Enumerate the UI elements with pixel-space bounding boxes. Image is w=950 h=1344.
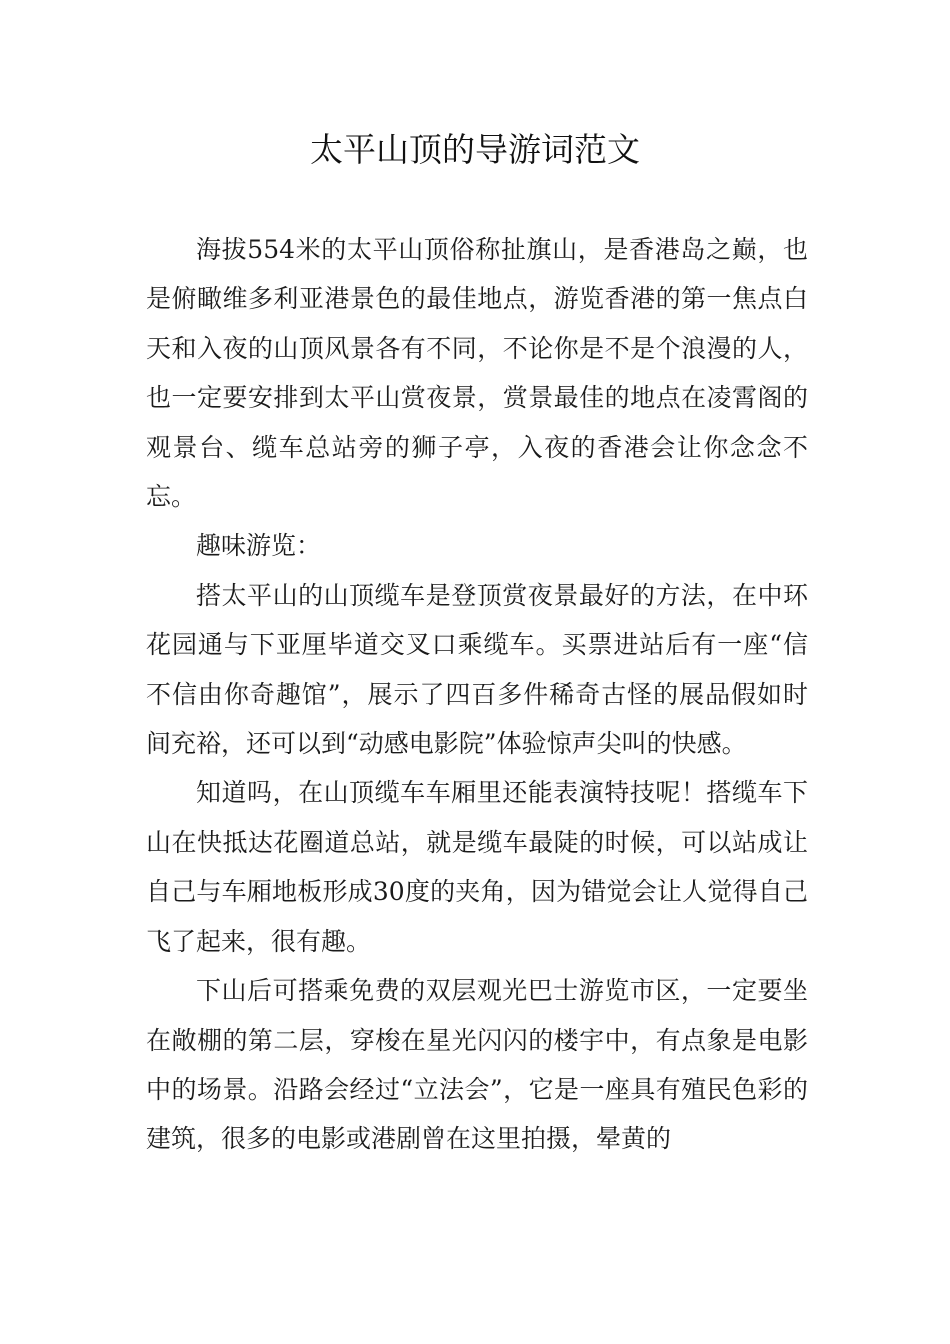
paragraph-cable-car: 搭太平山的山顶缆车是登顶赏夜景最好的方法，在中环花园通与下亚厘毕道交叉口乘缆车。买票进站后有一座“信不信由你奇趣馆”，展示了四百多件稀奇古怪的展品假如时间充裕，还可以到“动感电影院”体验惊声尖叫的快感。 <box>146 580 808 759</box>
paragraph-section-heading: 趣味游览： <box>196 531 322 561</box>
document-body <box>146 225 808 1164</box>
paragraph-stunt: 知道吗，在山顶缆车车厢里还能表演特技呢！搭缆车下山在快抵达花圈道总站，就是缆车最陡的时候，可以站成让自己与车厢地板形成30度的夹角，因为错觉会让人觉得自己飞了起来，很有趣。 <box>146 778 808 956</box>
document-title: 太平山顶的导游词范文 <box>310 130 640 169</box>
paragraph-bus-tour: 下山后可搭乘免费的双层观光巴士游览市区，一定要坐在敞棚的第二层，穿梭在星光闪闪的楼宇中，有点象是电影中的场景。沿路会经过“立法会”，它是一座具有殖民色彩的建筑，很多的电影或港剧曾在这里拍摄，晕黄的 <box>146 976 808 1154</box>
paragraph-intro: 海拔554米的太平山顶俗称扯旗山，是香港岛之巅，也是俯瞰维多利亚港景色的最佳地点，游览香港的第一焦点白天和入夜的山顶风景各有不同，不论你是不是个浪漫的人，也一定要安排到太平山赏夜景，赏景最佳的地点在凌霄阁的观景台、缆车总站旁的狮子亭，入夜的香港会让你念念不忘。 <box>146 235 808 512</box>
